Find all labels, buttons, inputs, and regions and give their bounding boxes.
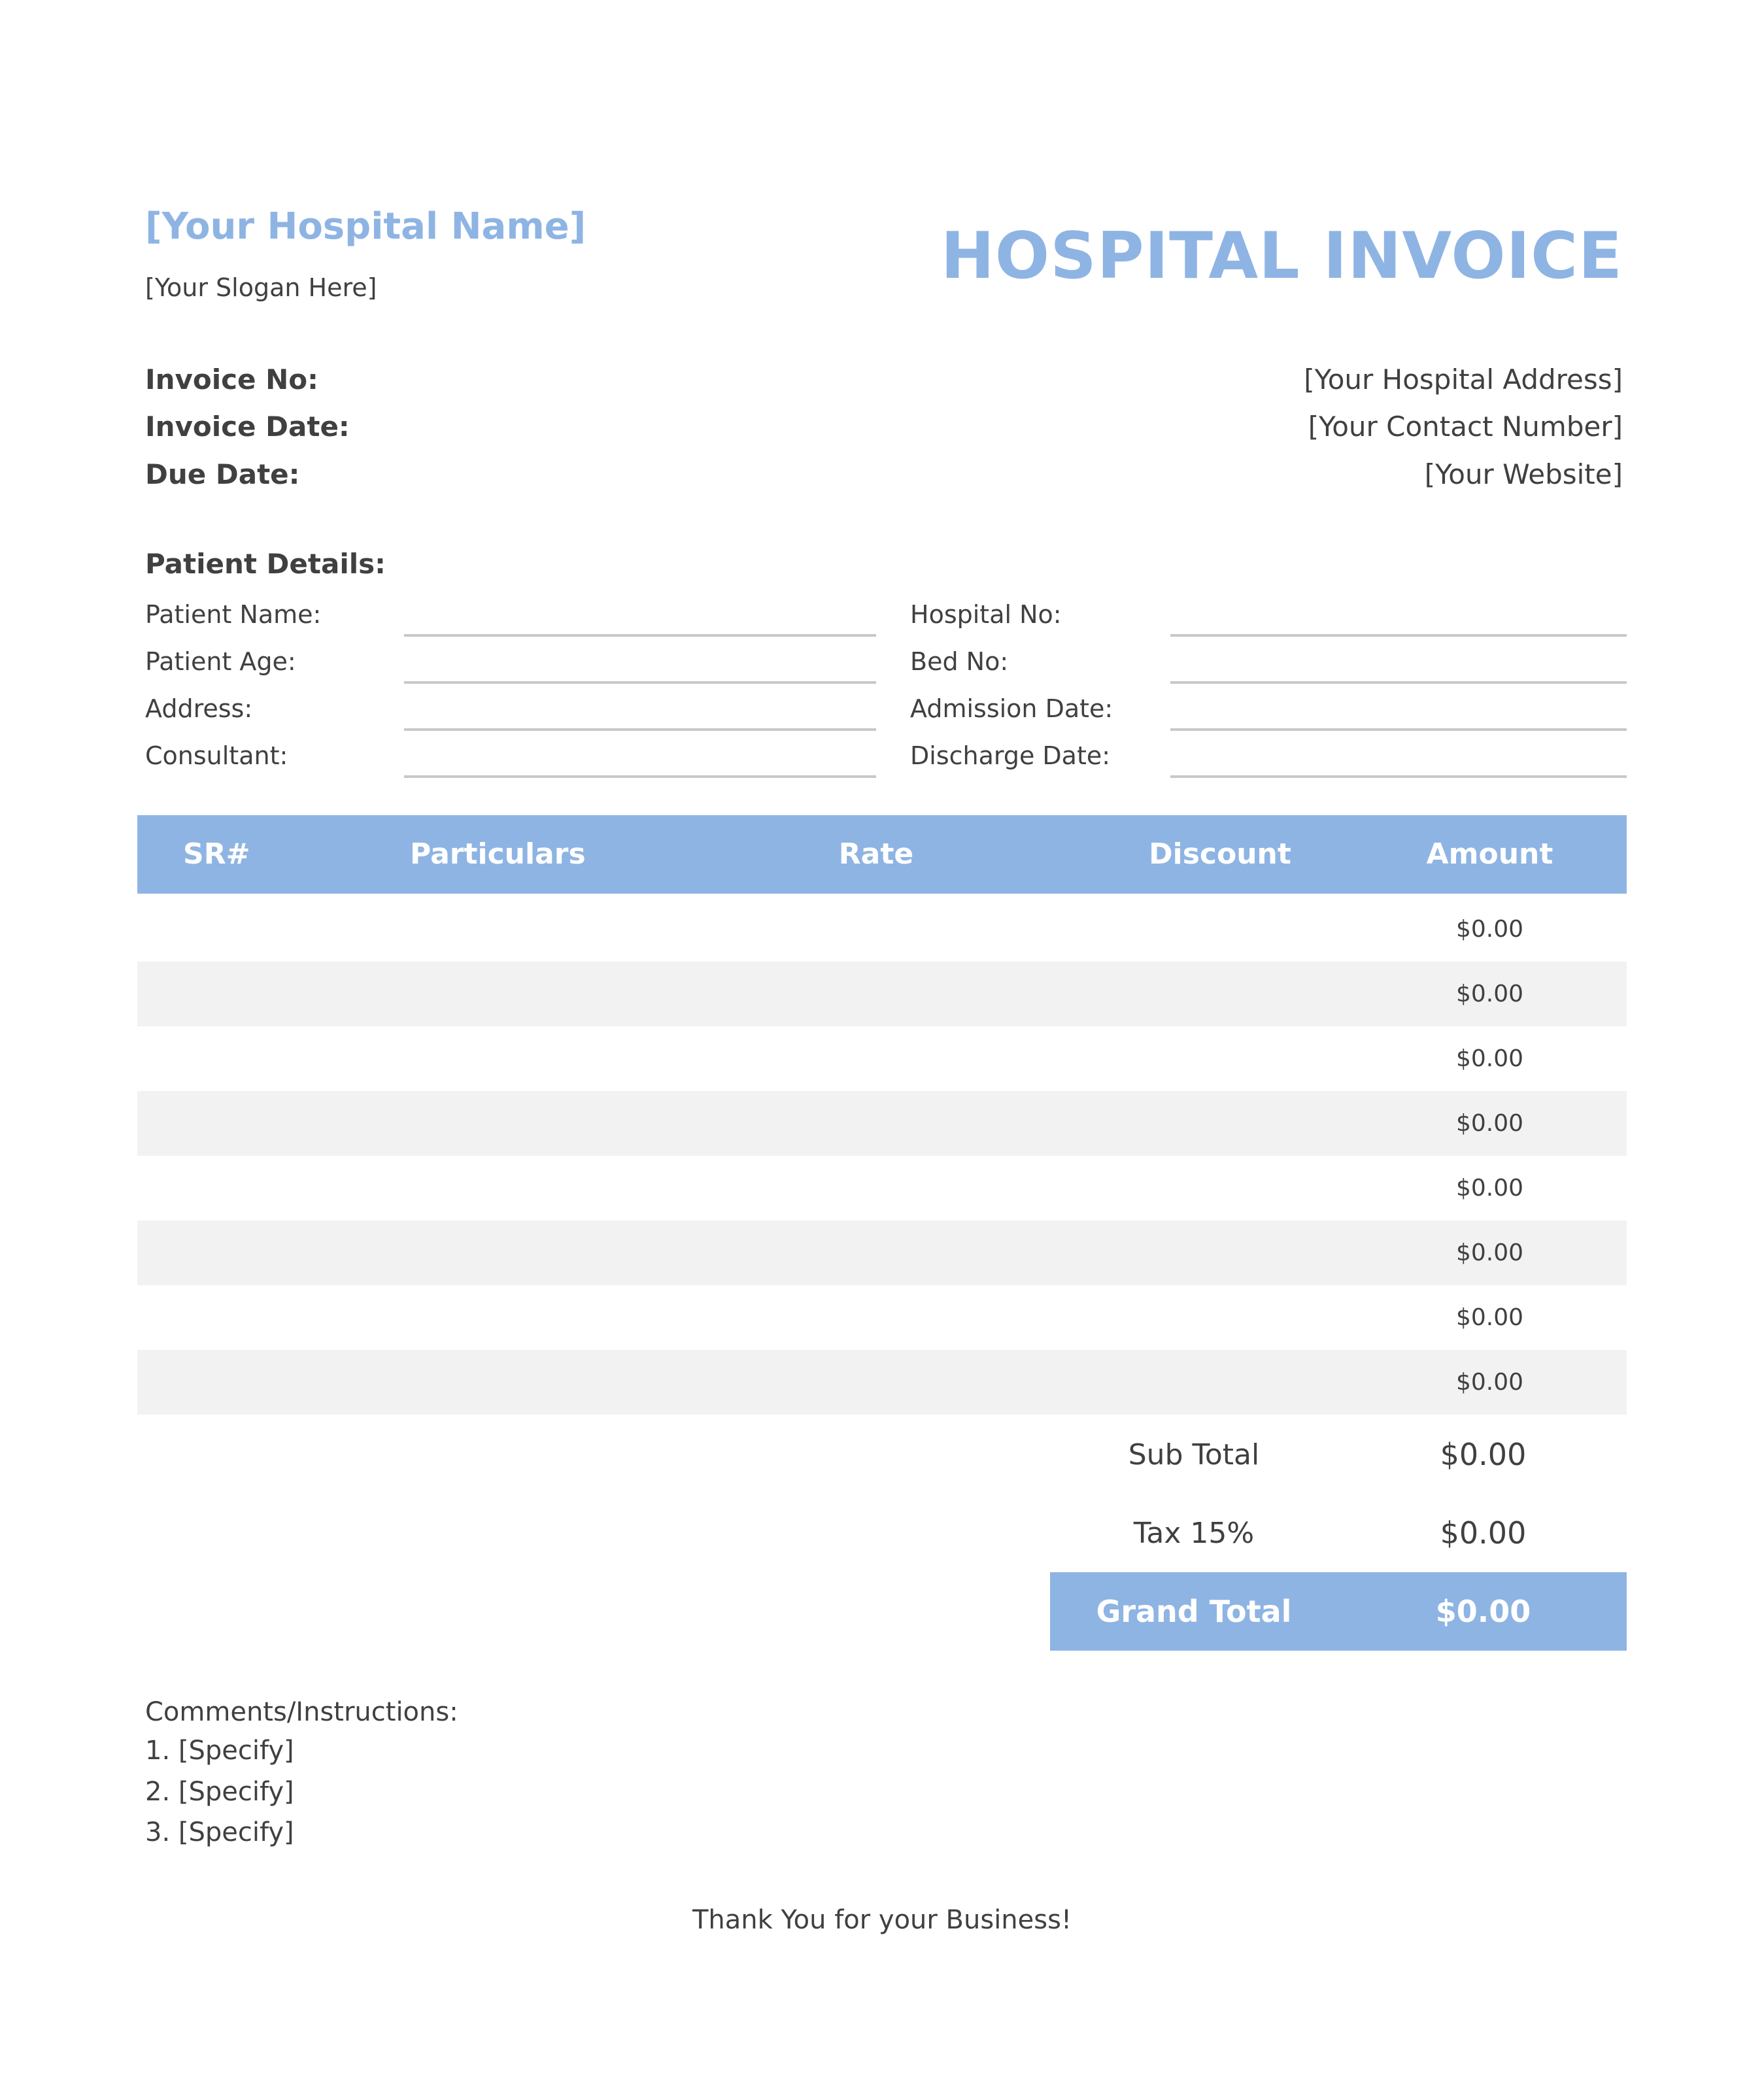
consultant-label: Consultant:: [145, 741, 288, 770]
comment-item: 3. [Specify]: [145, 1817, 294, 1847]
slogan: [Your Slogan Here]: [145, 273, 377, 302]
col-sr: SR#: [183, 837, 250, 871]
bed-no-field[interactable]: [1170, 681, 1627, 684]
admission-date-field[interactable]: [1170, 728, 1627, 731]
hospital-address: [Your Hospital Address]: [1304, 363, 1623, 396]
thank-you-note: Thank You for your Business!: [692, 1905, 1072, 1935]
table-row: [137, 1221, 1627, 1285]
patient-details-title: Patient Details:: [145, 548, 386, 580]
patient-age-label: Patient Age:: [145, 647, 296, 676]
col-rate: Rate: [838, 837, 914, 871]
grand-total-bar: [1050, 1572, 1627, 1651]
row-amount: $0.00: [1455, 1304, 1524, 1331]
table-row: [137, 1156, 1627, 1221]
contact-number: [Your Contact Number]: [1308, 411, 1623, 443]
patient-age-field[interactable]: [404, 681, 876, 684]
tax-value: $0.00: [1440, 1515, 1527, 1551]
grand-total-value: $0.00: [1435, 1594, 1531, 1629]
row-amount: $0.00: [1455, 1045, 1524, 1072]
grand-total-label: Grand Total: [1096, 1594, 1292, 1629]
comments-title: Comments/Instructions:: [145, 1697, 458, 1727]
comment-item: 2. [Specify]: [145, 1777, 294, 1807]
subtotal-label: Sub Total: [1128, 1438, 1260, 1472]
table-row: [137, 1350, 1627, 1415]
invoice-title: HOSPITAL INVOICE: [940, 219, 1623, 294]
row-amount: $0.00: [1455, 1175, 1524, 1202]
table-row: [137, 1026, 1627, 1091]
hospital-no-label: Hospital No:: [910, 600, 1062, 629]
comment-item: 1. [Specify]: [145, 1736, 294, 1766]
invoice-date-label: Invoice Date:: [145, 411, 350, 443]
patient-name-label: Patient Name:: [145, 600, 322, 629]
table-header: [137, 815, 1627, 894]
row-amount: $0.00: [1455, 981, 1524, 1007]
col-amount: Amount: [1426, 837, 1553, 871]
discharge-date-label: Discharge Date:: [910, 741, 1111, 770]
row-amount: $0.00: [1455, 1110, 1524, 1137]
admission-date-label: Admission Date:: [910, 694, 1113, 723]
due-date-label: Due Date:: [145, 458, 300, 490]
address-label: Address:: [145, 694, 253, 723]
discharge-date-field[interactable]: [1170, 775, 1627, 778]
row-amount: $0.00: [1455, 1369, 1524, 1396]
table-row: [137, 1285, 1627, 1350]
col-discount: Discount: [1149, 837, 1291, 871]
table-row: [137, 962, 1627, 1026]
col-particulars: Particulars: [410, 837, 586, 871]
table-row: [137, 1091, 1627, 1156]
hospital-no-field[interactable]: [1170, 634, 1627, 637]
hospital-name: [Your Hospital Name]: [145, 205, 586, 248]
bed-no-label: Bed No:: [910, 647, 1009, 676]
table-row: [137, 897, 1627, 962]
patient-name-field[interactable]: [404, 634, 876, 637]
invoice-no-label: Invoice No:: [145, 363, 318, 396]
row-amount: $0.00: [1455, 916, 1524, 943]
subtotal-value: $0.00: [1440, 1437, 1527, 1472]
row-amount: $0.00: [1455, 1239, 1524, 1266]
consultant-field[interactable]: [404, 775, 876, 778]
tax-label: Tax 15%: [1133, 1517, 1255, 1550]
website: [Your Website]: [1424, 458, 1623, 490]
address-field[interactable]: [404, 728, 876, 731]
